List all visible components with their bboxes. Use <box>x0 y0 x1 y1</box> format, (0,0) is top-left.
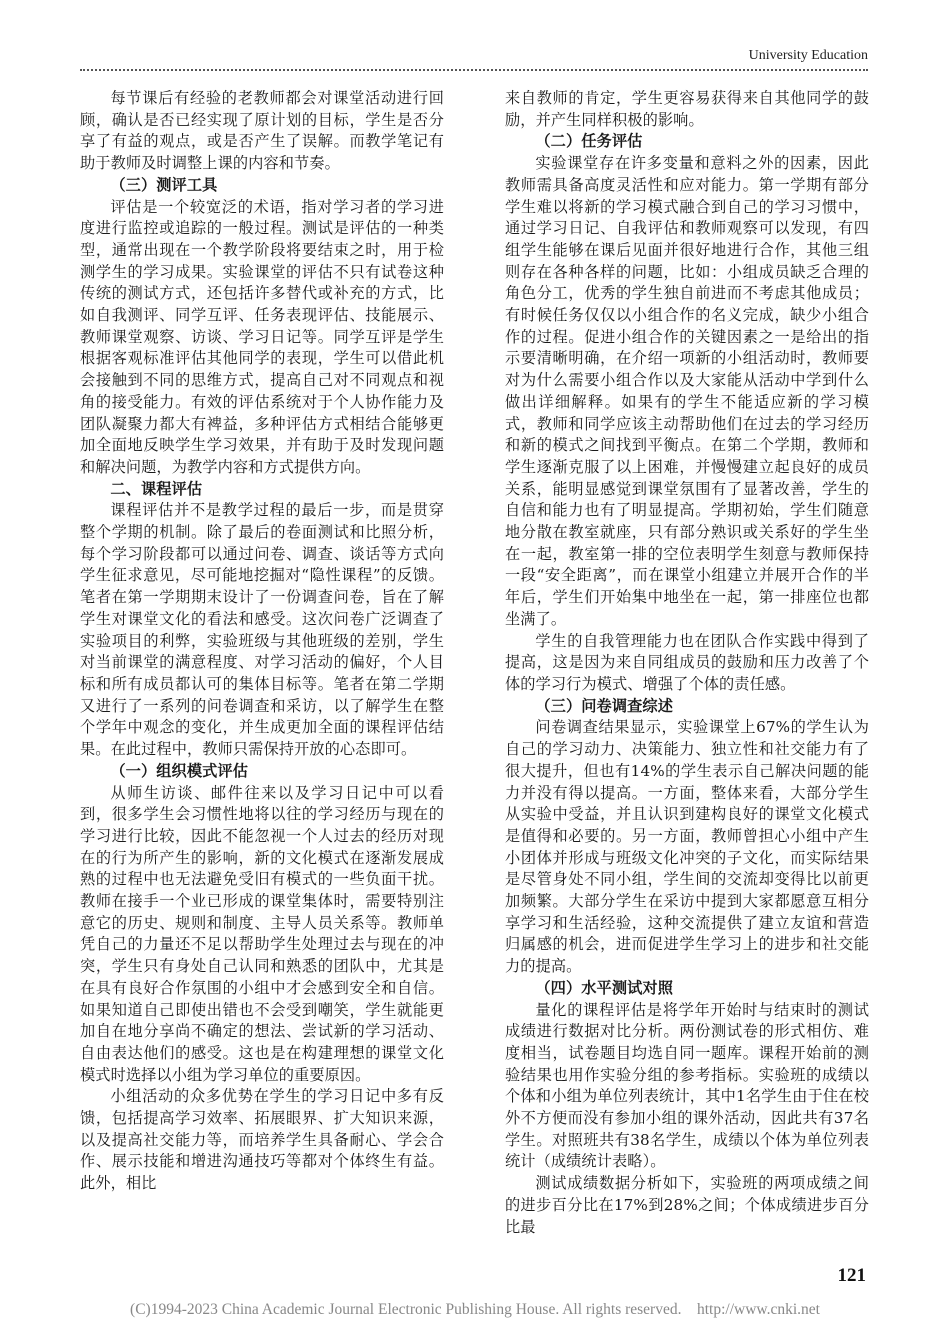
copyright-footer: (C)1994-2023 China Academic Journal Electronic Publishing House. All rights reserved. http://www.cnki.net <box>130 1301 820 1318</box>
paragraph: 评估是一个较宽泛的术语，指对学习者的学习进度进行监控或追踪的一般过程。测试是评估的一种类型，通常出现在一个教学阶段将要结束之时，用于检测学生的学习成果。实验课堂的评估不只有试卷这种传统的测试方式，还包括许多替代或补充的方式，比如自我测评、同学互评、任务表现评估、技能展示、教师课堂观察、访谈、学习日记等。同学互评是学生根据客观标准评估其他同学的表现，学生可以借此机会接触到不同的思维方式，提高自己对不同观点和视角的接受能力。有效的评估系统对于个人协作能力及团队凝聚力都大有裨益，多种评估方式相结合能够更加全面地反映学生学习效果，并有助于及时发现问题和解决问题，为教学内容和方式提供方向。 <box>80 197 444 476</box>
section-heading: （四）水平测试对照 <box>535 978 673 997</box>
page-number: 121 <box>837 1265 866 1286</box>
paragraph: 实验课堂存在许多变量和意料之外的因素，因此教师需具备高度灵活性和应对能力。第一学期有部分学生难以将新的学习模式融合到自己的学习习惯中，通过学习日记、自我评估和教师观察可以发现，有四组学生能够在课后见面并很好地进行合作，其他三组则存在各种各样的问题，比如：小组成员缺乏合理的角色分工，优秀的学生独自前进而不考虑其他成员；有时候任务仅仅以小组合作的名义完成，缺少小组合作的过程。促进小组合作的关键因素之一是给出的指示要清晰明确，在介绍一项新的小组活动时，教师要对为什么需要小组合作以及大家能从活动中学到什么做出详细解释。如果有的学生不能适应新的学习模式，教师和同学应该主动帮助他们在过去的学习经历和新的模式之间找到平衡点。在第二个学期，教师和学生逐渐克服了以上困难，并慢慢建立起良好的成员关系，能明显感觉到课堂氛围有了显著改善，学生的自信和能力也有了明显提高。学期初始，学生们随意地分散在教室就座，只有部分熟识或关系好的学生坐在一起，教室第一排的空位表明学生刻意与教师保持一段“安全距离”，而在课堂小组建立并展开合作的半年后，学生们开始集中地坐在一起，第一排座位也都坐满了。 <box>505 154 869 628</box>
paragraph: 学生的自我管理能力也在团队合作实践中得到了提高，这是因为来自同组成员的鼓励和压力改善了个体的学习行为模式、增强了个体的责任感。 <box>505 631 869 693</box>
section-heading: （二）任务评估 <box>535 132 643 151</box>
paragraph: 问卷调查结果显示，实验课堂上67%的学生认为自己的学习动力、决策能力、独立性和社交能力有了很大提升，但也有14%的学生表示自己解决问题的能力并没有得以提高。一方面，整体来看，大部分学生从实验中受益，并且认识到建构良好的课堂文化模式是值得和必要的。另一方面，教师曾担心小组中产生小团体并形成与班级文化冲突的子文化，而实际结果是尽管身处不同小组，学生间的交流却变得比以前更加频繁。大部分学生在采访中提到大家都愿意互相分享学习和生活经验，这种交流提供了建立友谊和营造归属感的机会，进而促进学生学习上的进步和社交能力的提高。 <box>505 718 869 976</box>
journal-header: University Education <box>748 48 868 63</box>
section-heading: （三）测评工具 <box>110 175 218 194</box>
header-divider <box>80 69 868 71</box>
paragraph: 小组活动的众多优势在学生的学习日记中多有反馈，包括提高学习效率、拓展眼界、扩大知识来源，以及提高社交能力等，而培养学生具备耐心、学会合作、展示技能和增进沟通技巧等都对个体终生有益。此外，相比 <box>80 1087 444 1193</box>
paragraph: 量化的课程评估是将学年开始时与结束时的测试成绩进行数据对比分析。两份测试卷的形式相仿、难度相当，试卷题目均选自同一题库。课程开始前的测验结果也用作实验分组的参考指标。实验班的成绩以个体和小组为单位列表统计，其中1名学生由于住在校外不方便而没有参加小组的课外活动，因此共有37名学生。对照班共有38名学生，成绩以个体为单位列表统计（成绩统计表略）。 <box>505 1000 869 1171</box>
section-heading: 二、课程评估 <box>110 479 203 498</box>
paragraph: 从师生访谈、邮件往来以及学习日记中可以看到，很多学生会习惯性地将以往的学习经历与现在的学习进行比较，因此不能忽视一个人过去的经历对现在的行为所产生的影响，新的文化模式在逐渐发展成熟的过程中也无法避免受旧有模式的一些负面干扰。教师在接手一个业已形成的课堂集体时，需要特别注意它的历史、规则和制度、主导人员关系等。教师单凭自己的力量还不足以帮助学生处理过去与现在的冲突，学生只有身处自己认同和熟悉的团队中，尤其是在具有良好合作氛围的小组中才会感到安全和自信。如果知道自己即使出错也不会受到嘲笑，学生就能更加自在地分享尚不确定的想法、尝试新的学习活动、自由表达他们的感受。这也是在构建理想的课堂文化模式时选择以小组为学习单位的重要原因。 <box>80 783 444 1084</box>
left-column <box>80 88 444 1195</box>
paragraph: 每节课后有经验的老教师都会对课堂活动进行回顾，确认是否已经实现了原计划的目标，学生是否分享了有益的观点，或是否产生了误解。而教学笔记有助于教师及时调整上课的内容和节奏。 <box>80 89 444 173</box>
section-heading: （一）组织模式评估 <box>110 761 248 780</box>
paragraph: 课程评估并不是教学过程的最后一步，而是贯穿整个学期的机制。除了最后的卷面测试和比照分析，每个学习阶段都可以通过问卷、调查、谈话等方式向学生征求意见，尽可能地挖掘对“隐性课程”的反馈。笔者在第一学期期末设计了一份调查问卷，旨在了解学生对课堂文化的看法和感受。这次问卷广泛调查了实验项目的利弊，实验班级与其他班级的差别，学生对当前课堂的满意程度、对学习活动的偏好，个人目标和所有成员都认可的集体目标等。笔者在第二学期又进行了一系列的问卷调查和采访，以了解学生在整个学年中观念的变化，并生成更加全面的课程评估结果。在此过程中，教师只需保持开放的心态即可。 <box>80 501 444 759</box>
paragraph: 来自教师的肯定，学生更容易获得来自其他同学的鼓励，并产生同样积极的影响。 <box>505 89 869 129</box>
right-column <box>505 88 869 1238</box>
section-heading: （三）问卷调查综述 <box>535 696 673 715</box>
paragraph: 测试成绩数据分析如下，实验班的两项成绩之间的进步百分比在17%到28%之间；个体成绩进步百分比最 <box>505 1174 869 1236</box>
